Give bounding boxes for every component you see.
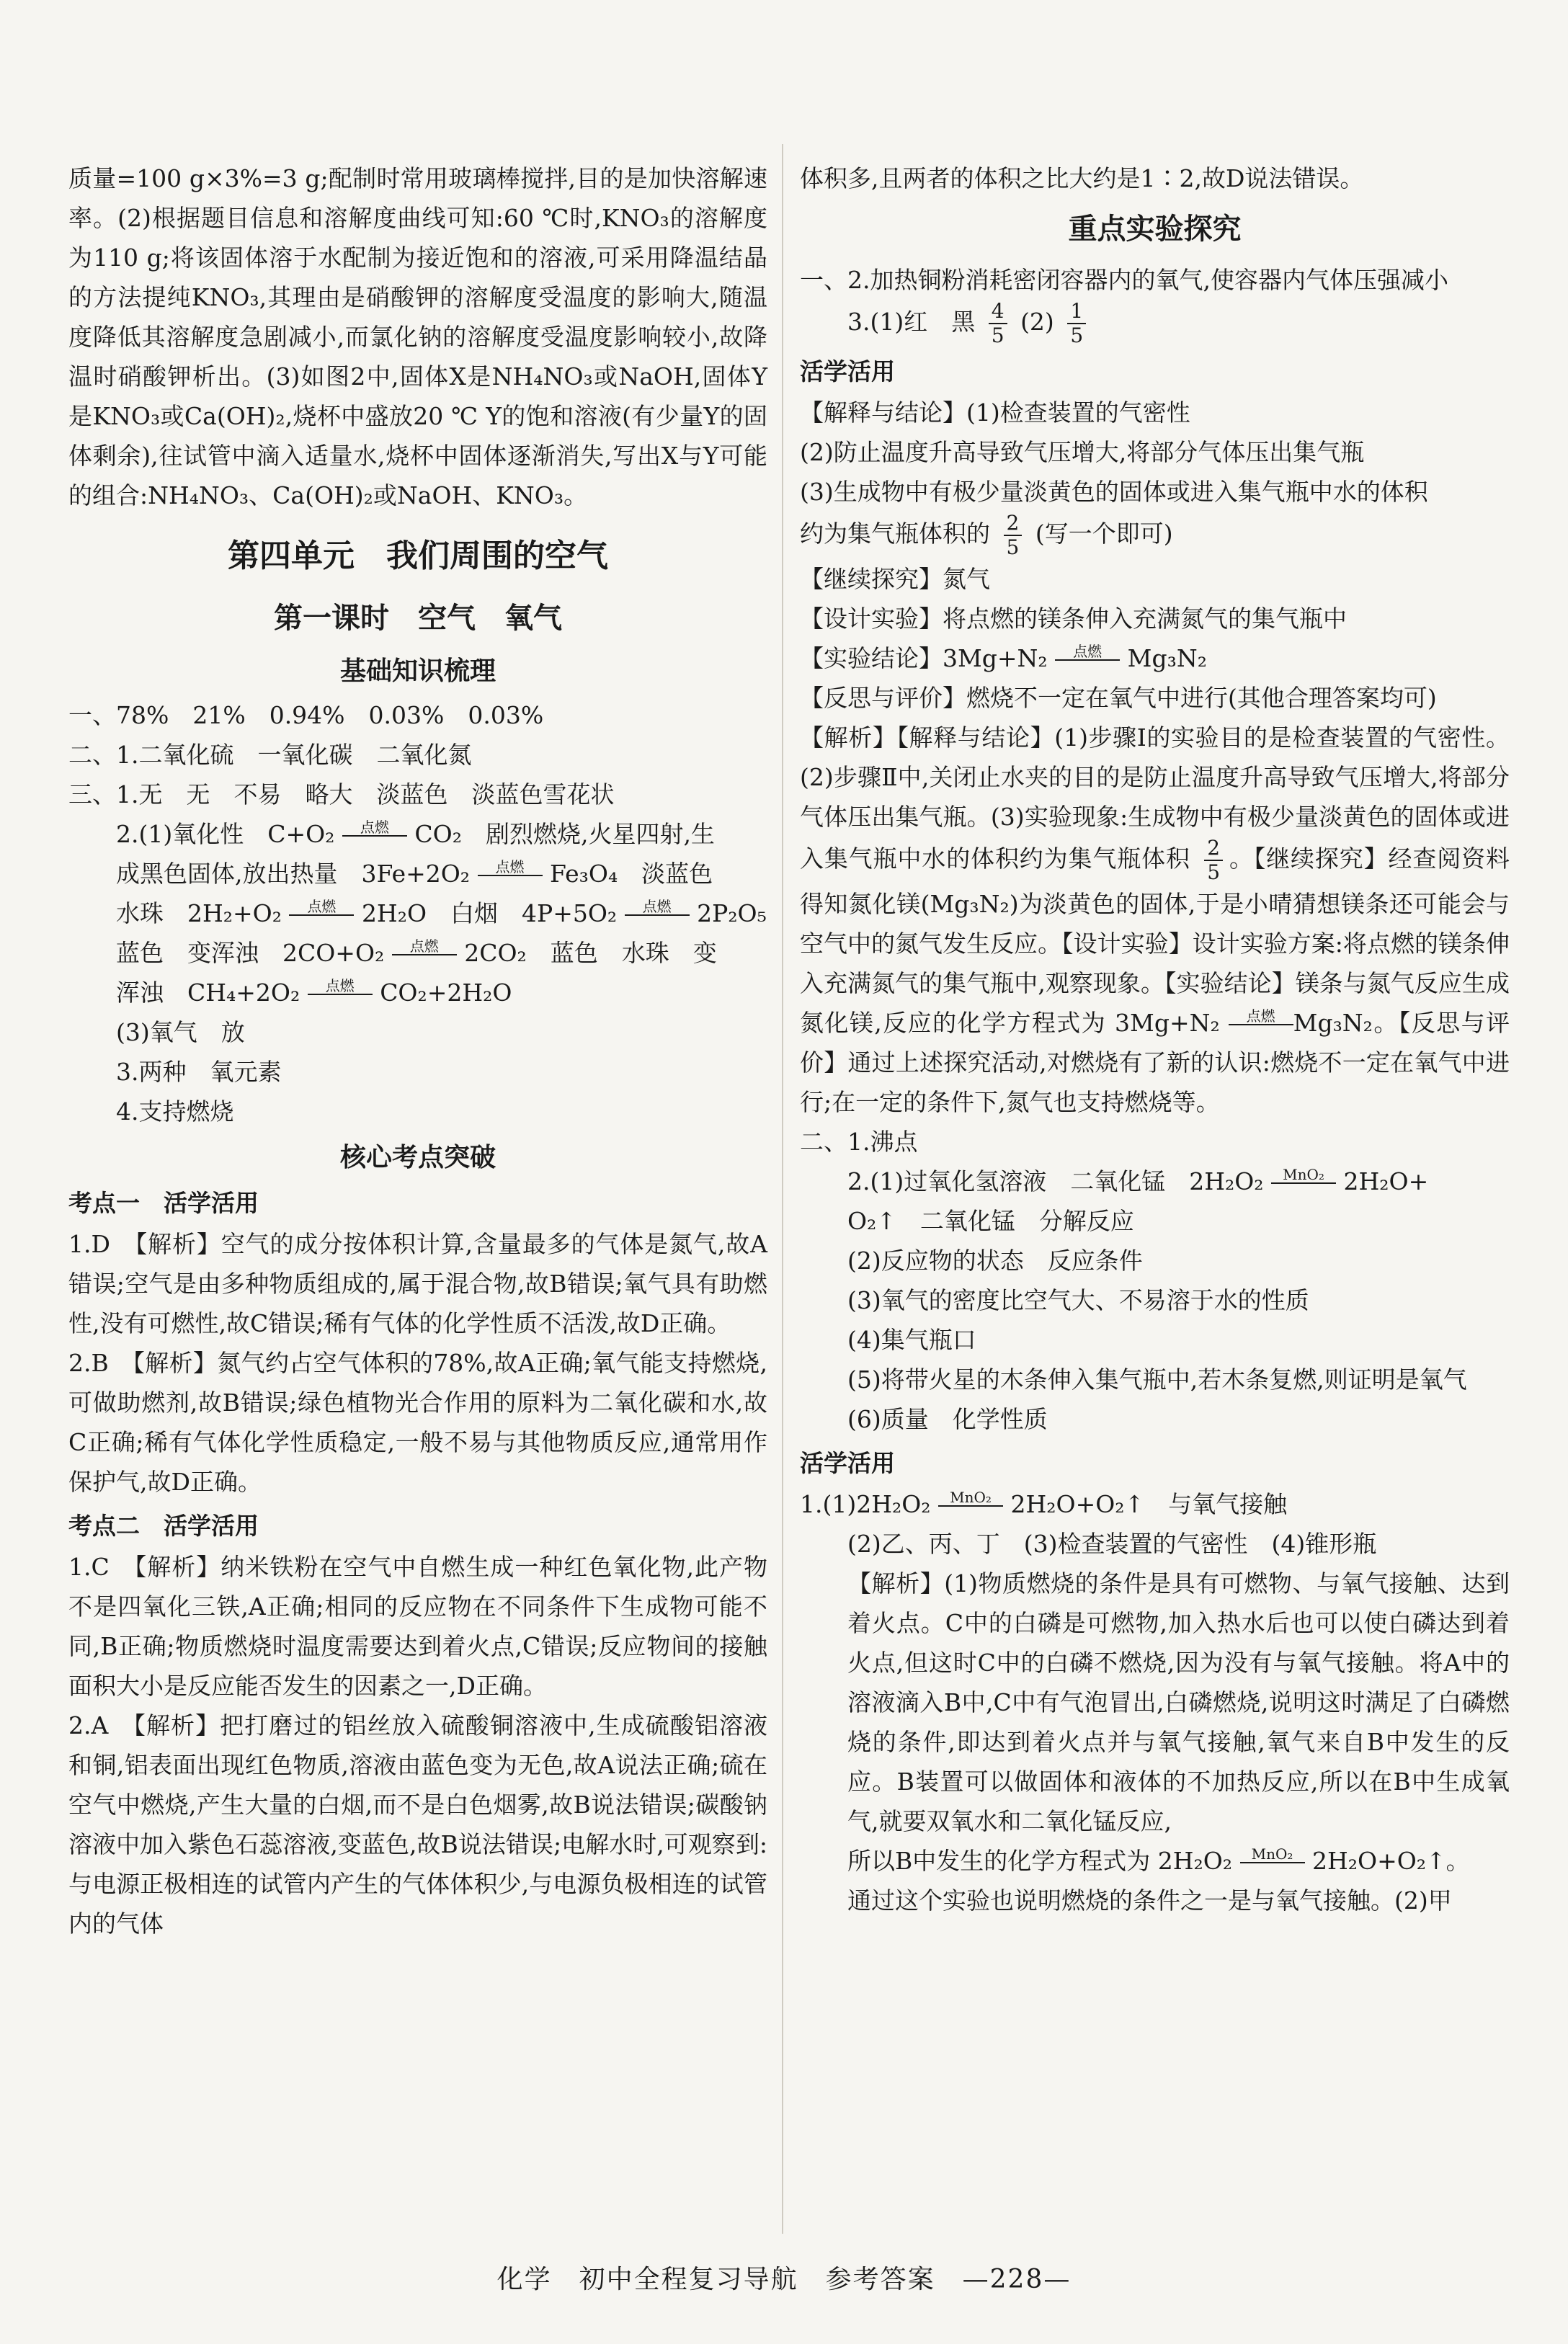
condition: 点燃 (289, 899, 354, 916)
section-experiment-title: 重点实验探究 (1068, 212, 1242, 246)
text: 约为集气瓶体积的 (800, 520, 990, 548)
page-footer: 化学 初中全程复习导航 参考答案 —228— (496, 2265, 1072, 2294)
exp-line: (2)反应物的状态 反应条件 (847, 1247, 1143, 1275)
exp-line: (5)将带火星的木条伸入集气瓶中,若木条复燃,则证明是氧气 (847, 1365, 1467, 1394)
text: 2H₂O+O₂↑。 (1312, 1847, 1470, 1875)
condition: 点燃 (1055, 643, 1120, 661)
text: 水珠 2H₂+O₂ (116, 899, 282, 927)
kp1-q2: 2.B 【解析】氮气约占空气体积的78%,故A正确;氧气能支持燃烧,可做助燃剂,故B错误;绿色植物光合作用的原料为二氧化碳和水,故C正确;稀有气体化学性质稳定,一般不易与其他物质反应,通常用作保护气,故D正确。 (68, 1349, 767, 1496)
kp2-q1: 1.C 【解析】纳米铁粉在空气中自燃生成一种红色氧化物,此产物不是四氧化三铁,A正确;相同的反应物在不同条件下生成物可能不同,B正确;物质燃烧时温度需要达到着火点,C错误;反应物间的接触面积大小是反应能否发生的因素之一,D正确。 (68, 1553, 767, 1700)
text: CO₂ 剧烈燃烧,火星四射,生 (414, 820, 715, 848)
exp-line: (2)防止温度升高导致气压增大,将部分气体压出集气瓶 (800, 438, 1365, 466)
exp-line: 【解释与结论】(1)检查装置的气密性 (800, 398, 1190, 427)
exp-line: 【设计实验】将点燃的镁条伸入充满氮气的集气瓶中 (800, 605, 1347, 633)
text: 2H₂O+O₂↑ 与氧气接触 (1010, 1490, 1288, 1518)
condition: 点燃 (308, 978, 373, 995)
fraction (989, 300, 1007, 347)
numerator: 4 (989, 300, 1007, 324)
condition: MnO₂ (1271, 1167, 1336, 1184)
exp-line: (6)质量 化学性质 (847, 1405, 1048, 1433)
exp-line: 二、1.沸点 (800, 1128, 918, 1156)
unit-title: 第四单元 我们周围的空气 (228, 538, 608, 574)
text: (写一个即可) (1035, 520, 1173, 548)
condition: MnO₂ (938, 1489, 1003, 1507)
exp-line (800, 1484, 1510, 1524)
basic-line: 三、1.无 无 不易 略大 淡蓝色 淡蓝色雪花状 (68, 780, 615, 808)
denominator: 5 (1006, 535, 1020, 559)
exp-line: (3)生成物中有极少量淡黄色的固体或进入集气瓶中水的体积 (800, 478, 1428, 506)
apply-title: 活学活用 (800, 1449, 895, 1477)
reaction-arrow (289, 898, 354, 920)
kp2-title: 考点二 活学活用 (68, 1512, 259, 1540)
basic-line: 4.支持燃烧 (116, 1097, 234, 1126)
text: 【实验结论】3Mg+N₂ (800, 644, 1048, 672)
text: 蓝色 变浑浊 2CO+O₂ (116, 939, 385, 967)
fraction (1204, 837, 1223, 884)
denominator: 5 (1207, 860, 1221, 884)
reaction-arrow (1271, 1166, 1336, 1188)
text: 3.(1)红 黑 (847, 308, 976, 336)
basic-line: 一、78% 21% 0.94% 0.03% 0.03% (68, 701, 544, 729)
reaction-arrow (478, 858, 543, 881)
basic-knowledge (68, 695, 767, 1131)
fraction (1004, 512, 1023, 559)
exp-line: (3)氧气的密度比空气大、不易溶于水的性质 (847, 1286, 1309, 1314)
basic-line: 3.两种 氧元素 (116, 1058, 282, 1086)
reaction-arrow (1240, 1845, 1305, 1868)
exp-line (800, 512, 1510, 559)
condition: MnO₂ (1240, 1846, 1305, 1863)
basic-line (68, 814, 767, 854)
text: 。【继续探究】经查阅资料得知氮化镁(Mg₃N₂)为淡黄色的固体,于是小晴猜想镁条还可能会与空气中的氮气发生反应。【设计实验】设计实验方案:将点燃的镁条伸入充满氮气的集气瓶中,观察现象。【实验结论】镁条与氮气反应生成氮化镁,反应的化学方程式为 3Mg+N₂ (800, 845, 1510, 1037)
exp-analysis: 【解析】(1)物质燃烧的条件是具有可燃物、与氧气接触、达到着火点。C中的白磷是可燃物,加入热水后也可以使白磷达到着火点,但这时C中的白磷不燃烧,因为没有与氧气接触。将A中的溶液滴入B中,C中有气泡冒出,白磷燃烧,说明这时满足了白磷燃烧的条件,即达到着火点并与氧气接触,氧气来自B中发生的反应。B装置可以做固体和液体的不加热反应,所以在B中生成氧气,就要双氧水和二氧化锰反应, (847, 1569, 1510, 1835)
reaction-arrow (308, 977, 373, 999)
denominator: 5 (991, 324, 1004, 347)
text: 2P₂O₅ (697, 899, 767, 927)
text: Mg₃N₂ (1127, 644, 1207, 672)
reaction-arrow (342, 819, 407, 841)
numerator: 2 (1204, 837, 1223, 861)
text: 成黑色固体,放出热量 3Fe+2O₂ (116, 860, 471, 888)
kp1-title: 考点一 活学活用 (68, 1189, 259, 1217)
text: Fe₃O₄ 淡蓝色 (550, 860, 713, 888)
section-basic-title: 基础知识梳理 (339, 656, 496, 686)
exp-line: 【反思与评价】燃烧不一定在氧气中进行(其他合理答案均可) (800, 684, 1437, 712)
text: 浑浊 CH₄+2O₂ (116, 979, 300, 1007)
exp-line: 【继续探究】氮气 (800, 565, 990, 593)
reaction-arrow (938, 1489, 1003, 1511)
exp-line: O₂↑ 二氧化锰 分解反应 (847, 1207, 1134, 1235)
right-column (800, 159, 1510, 1920)
section-core-title: 核心考点突破 (339, 1142, 496, 1172)
condition: 点燃 (478, 859, 543, 876)
reaction-arrow (1229, 1007, 1293, 1030)
left-column (68, 159, 767, 1943)
intro-paragraph: 质量=100 g×3%=3 g;配制时常用玻璃棒搅拌,目的是加快溶解速率。(2)根据题目信息和溶解度曲线可知:60 ℃时,KNO₃的溶解度为110 g;将该固体溶于水配制为接近饱和的溶液,可采用降温结晶的方法提纯KNO₃,其理由是硝酸钾的溶解度受温度的影响大,随温度降低其溶解度急剧减小,而氯化钠的溶解度受温度影响较小,故降温时硝酸钾析出。(3)如图2中,固体X是NH₄NO₃或NaOH,固体Y是KNO₃或Ca(OH)₂,烧杯中盛放20 ℃ Y的饱和溶液(有少量Y的固体剩余),往试管中滴入适量水,烧杯中固体逐渐消失,写出X与Y可能的组合:NH₄NO₃、Ca(OH)₂或NaOH、KNO₃。 (68, 164, 767, 509)
text: Mg₃N₂。【反思与评价】通过上述探究活动,对燃烧有了新的认识:燃烧不一定在氧气中进行;在一定的条件下,氮气也支持燃烧等。 (800, 1009, 1510, 1116)
numerator: 2 (1004, 512, 1023, 536)
numerator: 1 (1067, 300, 1086, 324)
basic-line (68, 933, 767, 973)
kp2-q2: 2.A 【解析】把打磨过的铝丝放入硫酸铜溶液中,生成硫酸铝溶液和铜,铝表面出现红色物质,溶液由蓝色变为无色,故A说法正确;硫在空气中燃烧,产生大量的白烟,而不是白色烟雾,故B说法错误;碳酸钠溶液中加入紫色石蕊溶液,变蓝色,故B说法错误;电解水时,可观察到:与电源正极相连的试管内产生的气体体积少,与电源负极相连的试管内的气体 (68, 1711, 767, 1938)
basic-line (68, 894, 767, 933)
text: 2.(1)过氧化氢溶液 二氧化锰 2H₂O₂ (847, 1167, 1264, 1195)
kp1-q1: 1.D 【解析】空气的成分按体积计算,含量最多的气体是氮气,故A错误;空气是由多种物质组成的,属于混合物,故B错误;氧气具有助燃性,没有可燃性,故C错误;稀有气体的化学性质不活泼,故D正确。 (68, 1230, 767, 1337)
exp-line (800, 638, 1510, 678)
text: 2H₂O 白烟 4P+5O₂ (361, 899, 618, 927)
text: 【解析】【解释与结论】(1)步骤Ⅰ的实验目的是检查装置的气密性。(2)步骤Ⅱ中,关闭止水夹的目的是防止温度升高导致气压增大,将部分气体压出集气瓶。(3)实验现象:生成物中有极少量淡黄色的固体或进入集气瓶中水的体积约为集气瓶体积 (800, 723, 1510, 873)
text: 2.(1)氧化性 C+O₂ (116, 820, 335, 848)
condition: 点燃 (392, 938, 457, 955)
text: 2H₂O+ (1343, 1167, 1429, 1195)
apply-title: 活学活用 (800, 357, 895, 386)
denominator: 5 (1070, 324, 1084, 347)
exp-line: 通过这个实验也说明燃烧的条件之一是与氧气接触。(2)甲 (847, 1886, 1452, 1915)
reaction-arrow (1055, 643, 1120, 665)
condition: 点燃 (1229, 1008, 1293, 1025)
exp-line (800, 300, 1510, 347)
exp-line: (2)乙、丙、丁 (3)检查装置的气密性 (4)锥形瓶 (847, 1530, 1377, 1558)
reaction-arrow (625, 898, 690, 920)
text: 1.(1)2H₂O₂ (800, 1490, 931, 1518)
exp-analysis (800, 718, 1510, 1122)
exp-line (800, 1841, 1510, 1881)
exp-line: (4)集气瓶口 (847, 1326, 976, 1354)
exp-line (800, 1162, 1510, 1201)
continued-text: 体积多,且两者的体积之比大约是1∶2,故D说法错误。 (800, 164, 1364, 192)
text: 所以B中发生的化学方程式为 2H₂O₂ (847, 1847, 1233, 1875)
basic-line (68, 854, 767, 894)
fraction (1067, 300, 1086, 347)
basic-line: 二、1.二氧化硫 一氧化碳 二氧化氮 (68, 741, 472, 769)
text: 2CO₂ 蓝色 水珠 变 (464, 939, 717, 967)
condition: 点燃 (342, 819, 407, 837)
text: CO₂+2H₂O (380, 979, 512, 1007)
lesson-title: 第一课时 空气 氧气 (274, 601, 562, 635)
reaction-arrow (392, 937, 457, 960)
column-divider (782, 144, 783, 2234)
text: (2) (1020, 308, 1054, 336)
exp-line: 一、2.加热铜粉消耗密闭容器内的氧气,使容器内气体压强减小 (800, 266, 1448, 294)
basic-line: (3)氧气 放 (116, 1018, 245, 1046)
basic-line (68, 973, 767, 1012)
condition: 点燃 (625, 899, 690, 916)
